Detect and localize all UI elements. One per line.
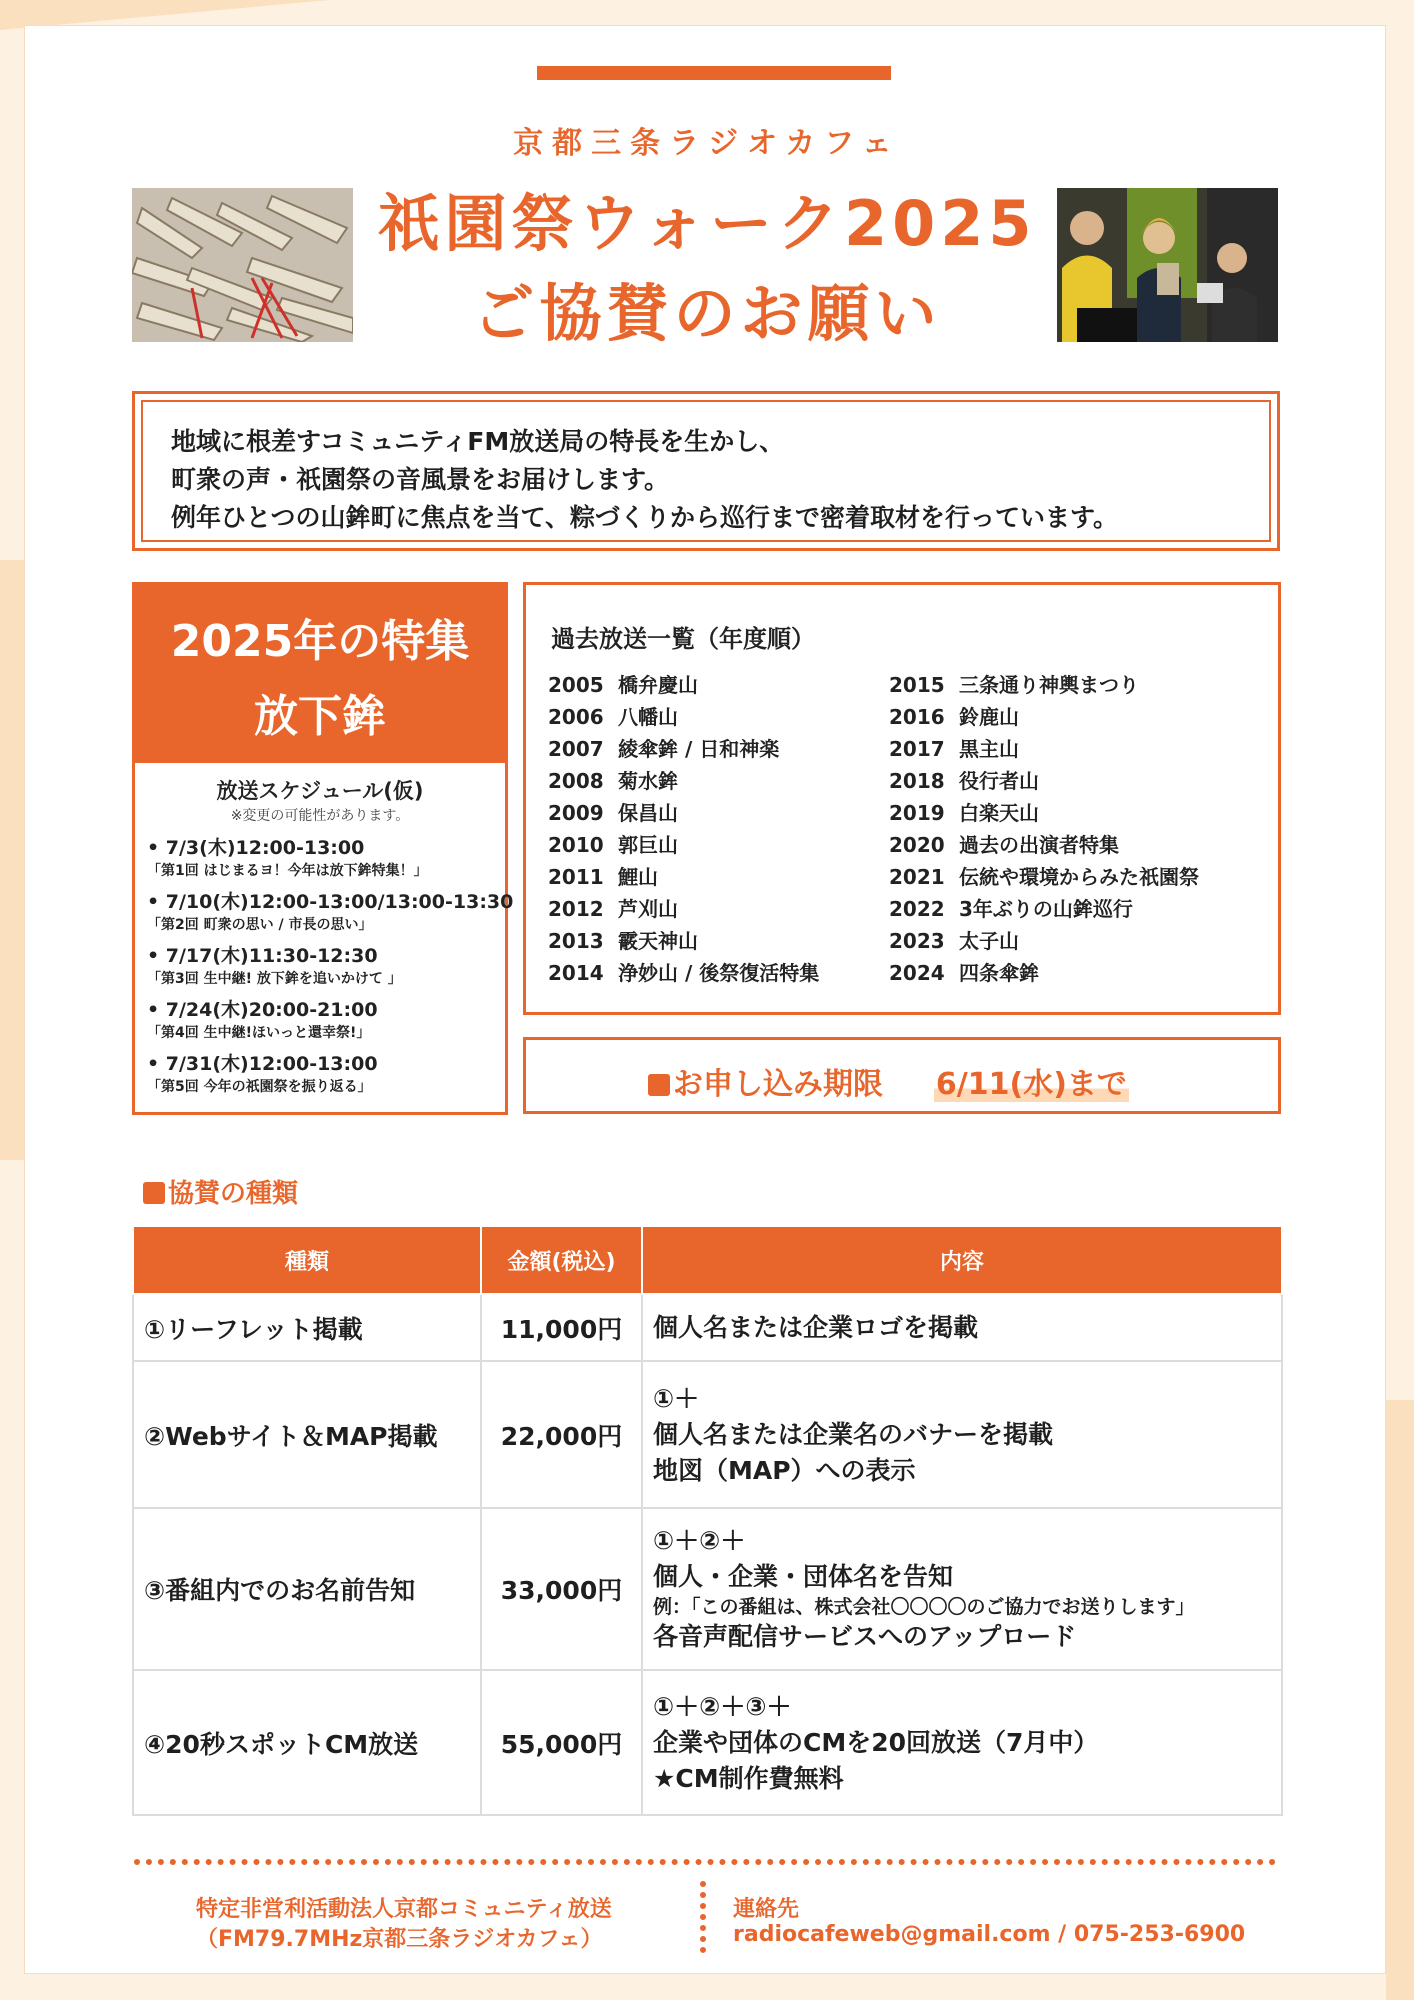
broadcast-year: 2010	[548, 833, 604, 857]
table-row	[133, 1670, 1282, 1815]
broadcast-title: 役行者山	[959, 769, 1039, 793]
feature-heading-block	[135, 585, 505, 763]
broadcast-year: 2014	[548, 961, 604, 985]
broadcast-year: 2009	[548, 801, 604, 825]
schedule-date: • 7/31(木)12:00-13:00	[147, 1053, 378, 1075]
content-cell	[642, 1670, 1282, 1815]
corner-decoration-left	[0, 560, 26, 1160]
content-line: 個人・企業・団体名を告知	[653, 1562, 954, 1591]
broadcast-title: 八幡山	[618, 705, 678, 729]
type-cell: ①リーフレット掲載	[133, 1294, 481, 1361]
broadcast-year: 2015	[889, 673, 945, 697]
schedule-date: • 7/10(木)12:00-13:00/13:00-13:30	[147, 891, 514, 913]
intro-line-2: 町衆の声・祇園祭の音風景をお届けします。	[171, 465, 670, 494]
schedule-date: • 7/17(木)11:30-12:30	[147, 945, 378, 967]
list-item	[548, 797, 678, 826]
content-line: 個人名または企業名のバナーを掲載	[653, 1419, 1054, 1449]
list-item	[548, 733, 779, 762]
list-item	[889, 893, 1133, 922]
schedule-description: 「第2回 町衆の思い / 市長の思い」	[147, 917, 373, 933]
content-line: 企業や団体のCMを20回放送（7月中）	[653, 1727, 1099, 1757]
list-item	[889, 957, 1039, 986]
broadcast-year: 2013	[548, 929, 604, 953]
price-cell: 55,000円	[481, 1670, 642, 1815]
broadcast-year: 2019	[889, 801, 945, 825]
broadcast-title: 3年ぶりの山鉾巡行	[959, 897, 1133, 921]
sponsorship-heading	[143, 1173, 298, 1210]
list-item	[548, 893, 678, 922]
broadcast-title: 霰天神山	[618, 929, 698, 953]
broadcast-year: 2008	[548, 769, 604, 793]
content-cell	[642, 1361, 1282, 1508]
content-cell	[642, 1508, 1282, 1670]
schedule-title: 放送スケジュール(仮)	[216, 779, 424, 803]
broadcast-year: 2024	[889, 961, 945, 985]
price-cell: 33,000円	[481, 1508, 642, 1670]
list-item	[548, 957, 819, 986]
list-item	[889, 829, 1119, 858]
deadline-label: お申し込み期限	[673, 1067, 883, 1102]
chimaki-photo	[132, 188, 353, 342]
broadcast-title: 鈴鹿山	[959, 705, 1019, 729]
footer-contact-info: radiocafeweb@gmail.com / 075-253-6900	[733, 1922, 1246, 1947]
schedule-description: 「第5回 今年の祇園祭を振り返る」	[147, 1079, 372, 1095]
footer-dotted-divider	[134, 1859, 1276, 1865]
type-cell: ②Webサイト＆MAP掲載	[133, 1361, 481, 1508]
price-cell: 22,000円	[481, 1361, 642, 1508]
broadcast-title: 三条通り神輿まつり	[959, 673, 1139, 697]
list-item	[548, 829, 678, 858]
list-item	[548, 669, 698, 698]
broadcast-year: 2018	[889, 769, 945, 793]
footer-org-name: 特定非営利活動法人京都コミュニティ放送	[196, 1897, 612, 1922]
deadline-date: 6/11(水)まで	[935, 1067, 1127, 1102]
list-item	[889, 669, 1139, 698]
table-row	[133, 1361, 1282, 1508]
page-title-line2: ご協賛のお願い	[472, 277, 942, 350]
broadcast-year: 2006	[548, 705, 604, 729]
content-line: 個人名または企業ロゴを掲載	[653, 1312, 979, 1342]
broadcast-title: 黒主山	[959, 737, 1019, 761]
broadcast-title: 太子山	[959, 929, 1019, 953]
content-line: ★CM制作費無料	[653, 1763, 844, 1793]
broadcast-title: 芦刈山	[618, 897, 678, 921]
table-header-row	[133, 1226, 1282, 1294]
broadcast-title: 菊水鉾	[618, 769, 678, 793]
top-accent-bar	[537, 66, 891, 80]
schedule-date: • 7/24(木)20:00-21:00	[147, 999, 378, 1021]
footer-vertical-divider	[700, 1881, 706, 1953]
corner-decoration-right	[1386, 1400, 1414, 2000]
content-line: ①＋②＋	[653, 1526, 746, 1555]
content-line: 地図（MAP）への表示	[653, 1455, 916, 1485]
intro-box	[132, 391, 1280, 551]
deadline-box	[523, 1037, 1281, 1114]
past-broadcasts-title: 過去放送一覧（年度順）	[551, 625, 815, 653]
content-line: 各音声配信サービスへのアップロード	[653, 1622, 1077, 1651]
content-example: 例：「この番組は、株式会社〇〇〇〇のご協力でお送りします」	[653, 1596, 1195, 1618]
price-cell: 11,000円	[481, 1294, 642, 1361]
type-cell: ④20秒スポットCM放送	[133, 1670, 481, 1815]
content-line: ①＋②＋③＋	[653, 1691, 792, 1721]
feature-heading-name: 放下鉾	[254, 691, 386, 742]
broadcast-title: 過去の出演者特集	[959, 833, 1119, 857]
deadline-text	[648, 1059, 1129, 1103]
schedule-note: ※変更の可能性があります。	[230, 808, 410, 824]
content-line: ①＋	[653, 1383, 700, 1413]
broadcast-year: 2022	[889, 897, 945, 921]
broadcast-year: 2017	[889, 737, 945, 761]
content-cell	[642, 1294, 1282, 1361]
intro-line-1: 地域に根差すコミュニティFM放送局の特長を生かし、	[171, 427, 785, 456]
column-header-type: 種類	[133, 1226, 481, 1294]
schedule-description: 「第4回 生中継!ほいっと還幸祭!」	[147, 1025, 371, 1041]
list-item	[548, 861, 658, 890]
broadcast-title: 鯉山	[618, 865, 658, 889]
broadcast-title: 橋弁慶山	[618, 673, 698, 697]
intro-inner-border	[141, 400, 1271, 542]
table-row	[133, 1294, 1282, 1361]
footer-org-sub: （FM79.7MHz京都三条ラジオカフェ）	[196, 1927, 603, 1952]
list-item	[548, 925, 698, 954]
broadcast-year: 2016	[889, 705, 945, 729]
schedule-date: • 7/3(木)12:00-13:00	[147, 837, 365, 859]
schedule-description: 「第3回 生中継! 放下鉾を追いかけて 」	[147, 971, 402, 987]
footer-contact-label: 連絡先	[733, 1897, 800, 1922]
sponsorship-heading-text: 協賛の種類	[168, 1179, 299, 1209]
schedule-description: 「第1回 はじまるヨ！今年は放下鉾特集！」	[147, 863, 428, 879]
table-row	[133, 1508, 1282, 1670]
past-broadcasts-box	[523, 582, 1281, 1015]
broadcast-title: 浄妙山 / 後祭復活特集	[618, 961, 820, 985]
page-title-line1: 祇園祭ウォーク2025	[377, 187, 1037, 260]
list-item	[889, 765, 1039, 794]
broadcast-year: 2005	[548, 673, 604, 697]
station-name: 京都三条ラジオカフェ	[513, 126, 901, 161]
sponsorship-table	[132, 1225, 1283, 1816]
list-item	[889, 701, 1019, 730]
broadcast-title: 郭巨山	[618, 833, 678, 857]
square-bullet-icon	[648, 1074, 670, 1096]
studio-photo	[1057, 188, 1278, 342]
broadcast-year: 2007	[548, 737, 604, 761]
feature-heading-year: 2025年の特集	[170, 616, 470, 667]
list-item	[548, 701, 678, 730]
broadcast-year: 2011	[548, 865, 604, 889]
broadcast-title: 四条傘鉾	[959, 961, 1039, 985]
intro-line-3: 例年ひとつの山鉾町に焦点を当て、粽づくりから巡行まで密着取材を行っています。	[171, 503, 1119, 532]
broadcast-year: 2020	[889, 833, 945, 857]
broadcast-title: 保昌山	[618, 801, 678, 825]
column-header-content: 内容	[642, 1226, 1282, 1294]
list-item	[889, 733, 1019, 762]
list-item	[889, 925, 1019, 954]
list-item	[548, 765, 678, 794]
type-cell: ③番組内でのお名前告知	[133, 1508, 481, 1670]
column-header-price: 金額(税込)	[481, 1226, 642, 1294]
broadcast-title: 白楽天山	[959, 801, 1039, 825]
square-bullet-icon	[143, 1182, 165, 1204]
feature-box	[132, 582, 514, 1115]
broadcast-title: 伝統や環境からみた祇園祭	[959, 865, 1199, 889]
broadcast-year: 2012	[548, 897, 604, 921]
broadcast-title: 綾傘鉾 / 日和神楽	[618, 737, 780, 761]
list-item	[889, 861, 1199, 890]
list-item	[889, 797, 1039, 826]
broadcast-year: 2021	[889, 865, 945, 889]
broadcast-year: 2023	[889, 929, 945, 953]
